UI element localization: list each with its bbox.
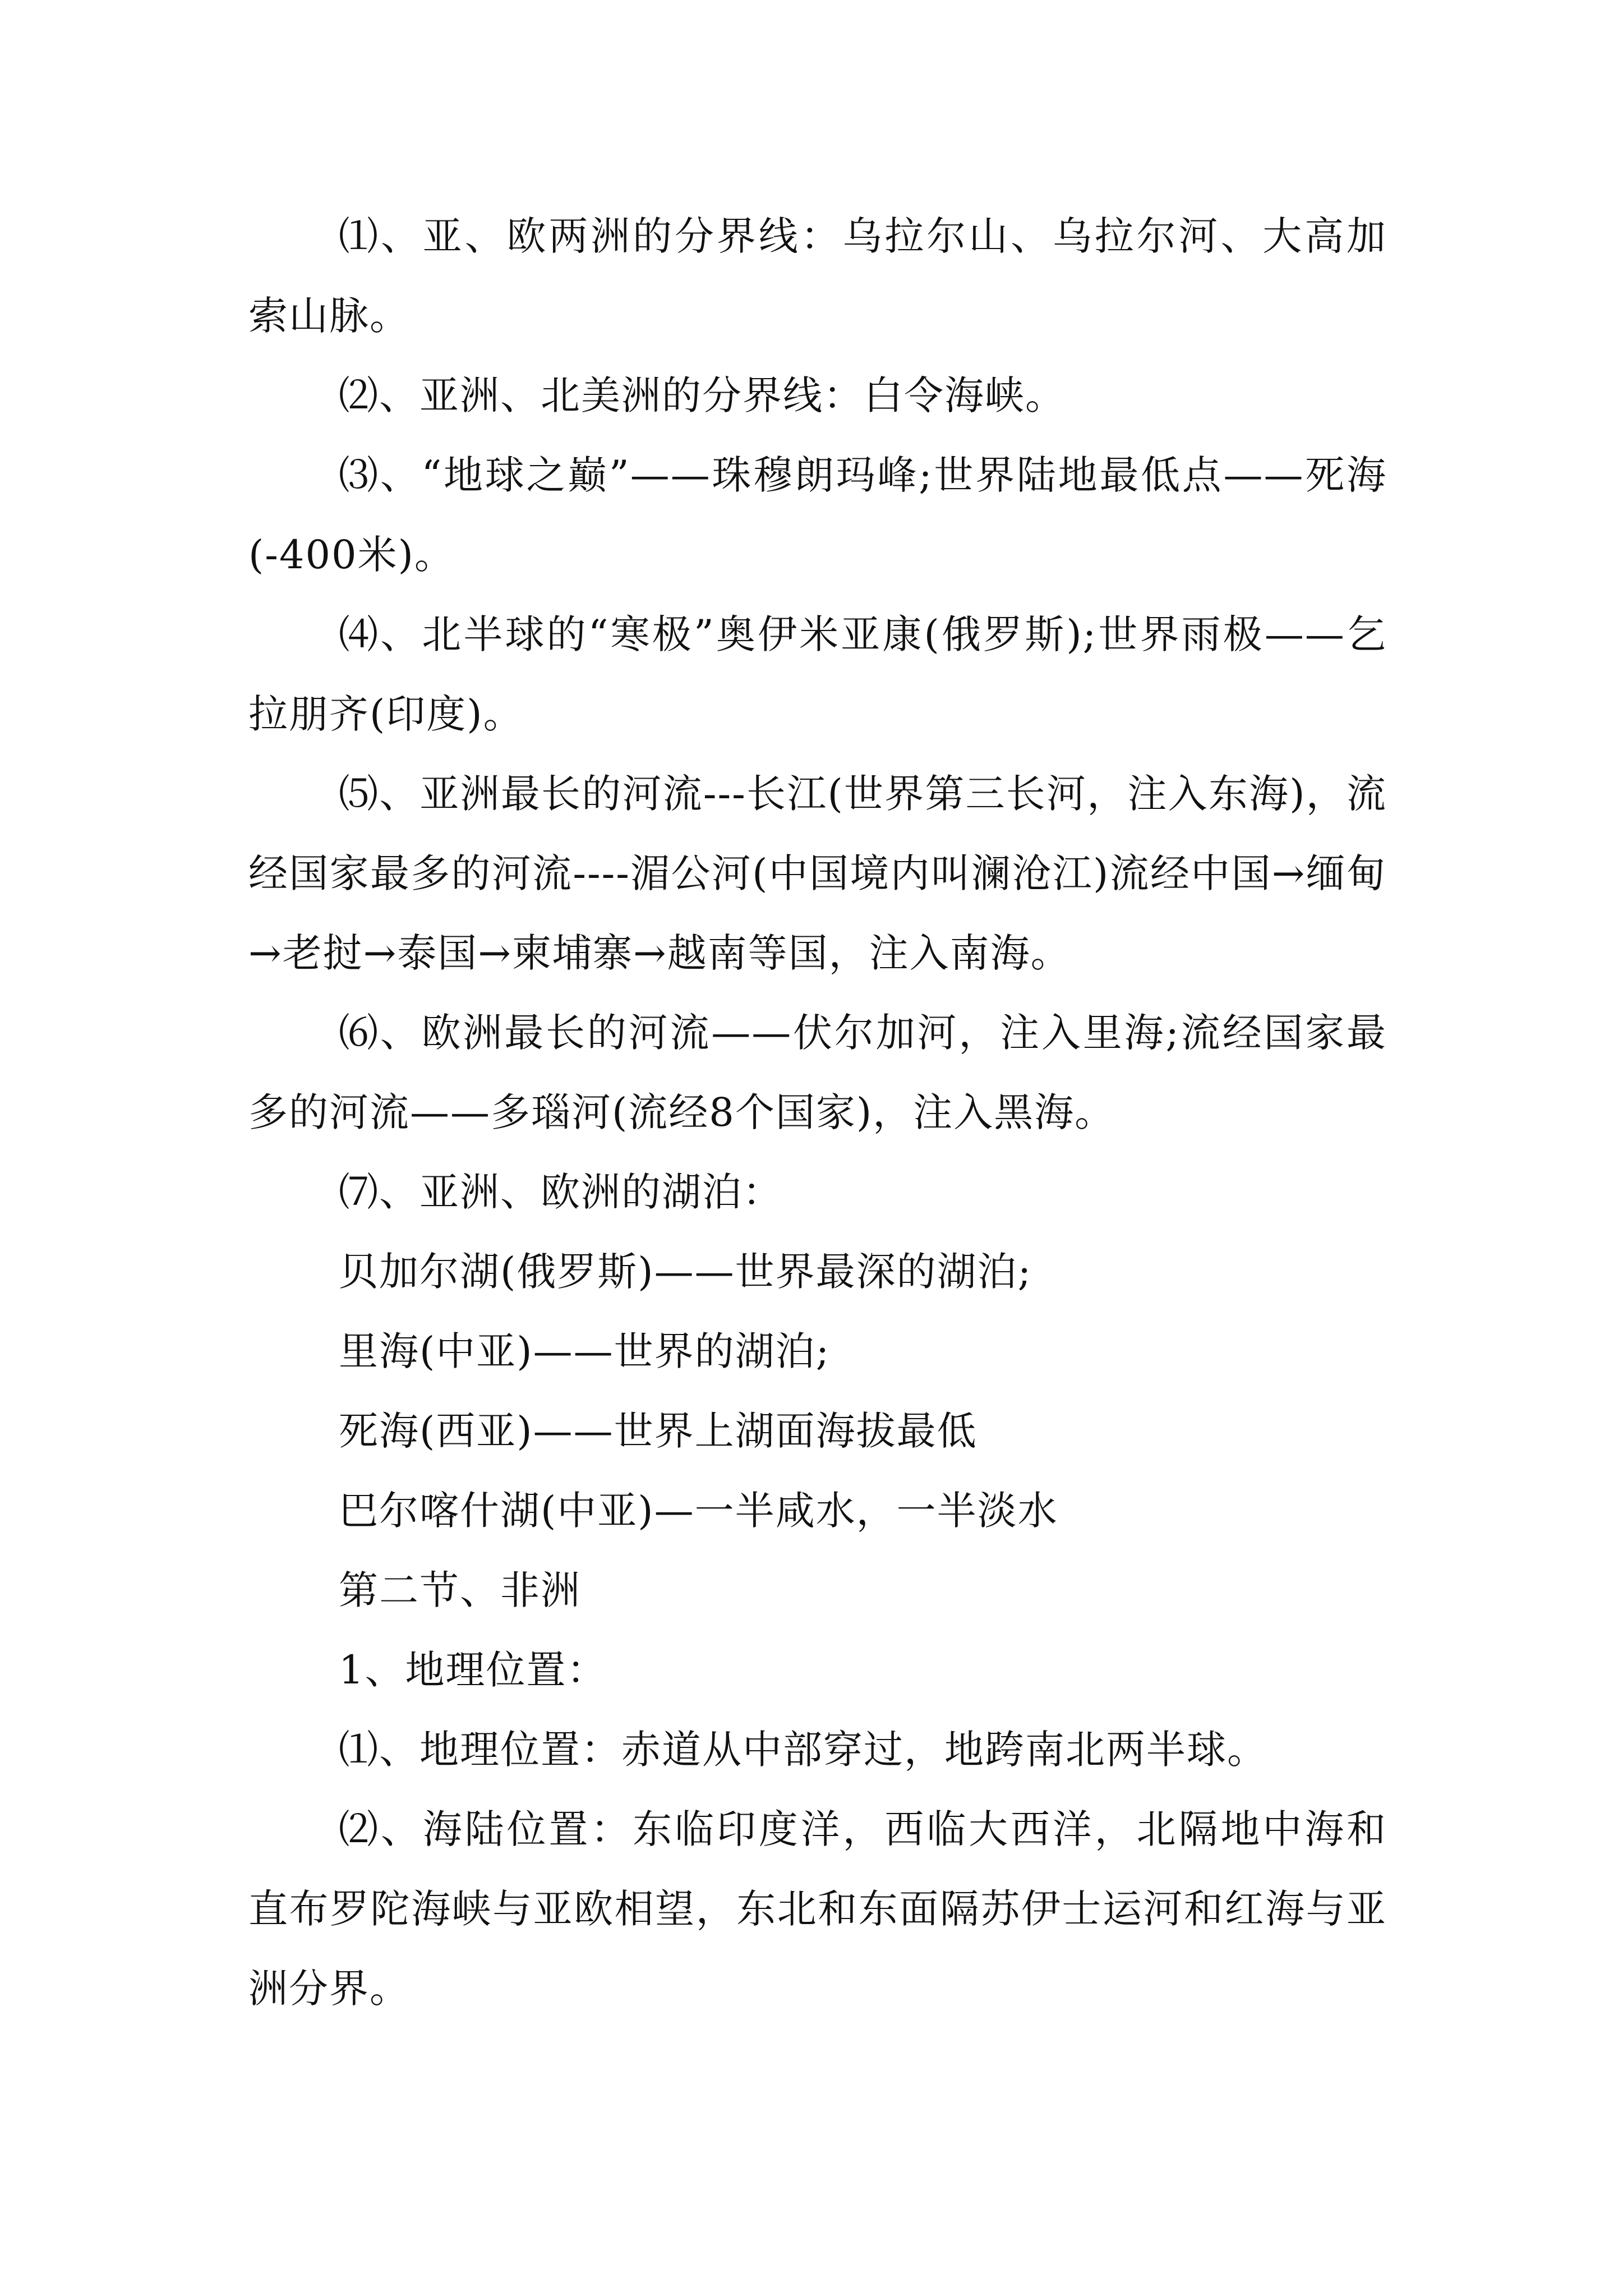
- paragraph-highest-lowest-points: ⑶、“地球之巅”——珠穆朗玛峰;世界陆地最低点——死海(-400米)。: [248, 452, 1387, 578]
- paragraph-lakes-heading: ⑺、亚洲、欧洲的湖泊：: [339, 1169, 783, 1215]
- paragraph-europe-rivers: ⑹、欧洲最长的河流——伏尔加河，注入里海;流经国家最多的河流——多瑙河(流经8个国家)，注入黑海。: [248, 1010, 1387, 1135]
- paragraph-africa-geographic-location: ⑴、地理位置：赤道从中部穿过，地跨南北两半球。: [339, 1727, 1267, 1773]
- subsection-title: 1、地理位置：: [339, 1647, 607, 1693]
- section-title: 第二节、非洲: [339, 1567, 581, 1613]
- document-body: [248, 196, 1387, 2028]
- lake-line-dead-sea: 死海(西亚)——世界上湖面海拔最低: [339, 1408, 978, 1454]
- paragraph-cold-pole-rain-pole: ⑷、北半球的“寒极”奥伊米亚康(俄罗斯);世界雨极——乞拉朋齐(印度)。: [248, 611, 1387, 737]
- paragraph-continent-boundary-asia-north-america: ⑵、亚洲、北美洲的分界线：白令海峡。: [339, 372, 1066, 418]
- paragraph-continent-boundary-asia-europe: ⑴、亚、欧两洲的分界线：乌拉尔山、乌拉尔河、大高加索山脉。: [248, 213, 1387, 339]
- paragraph-asia-rivers: ⑸、亚洲最长的河流---长江(世界第三长河，注入东海)，流经国家最多的河流----湄公河(中国境内叫澜沧江)流经中国→缅甸→老挝→泰国→柬埔寨→越南等国，注入南海。: [248, 771, 1387, 976]
- lake-line-balkhash: 巴尔喀什湖(中亚)—一半咸水，一半淡水: [339, 1488, 1058, 1534]
- paragraph-africa-sea-land-location: ⑵、海陆位置：东临印度洋，西临大西洋，北隔地中海和直布罗陀海峡与亚欧相望，东北和东面隔苏伊士运河和红海与亚洲分界。: [248, 1806, 1387, 2012]
- lake-line-baikal: 贝加尔湖(俄罗斯)——世界最深的湖泊;: [339, 1249, 1032, 1295]
- lake-line-caspian: 里海(中亚)——世界的湖泊;: [339, 1328, 831, 1374]
